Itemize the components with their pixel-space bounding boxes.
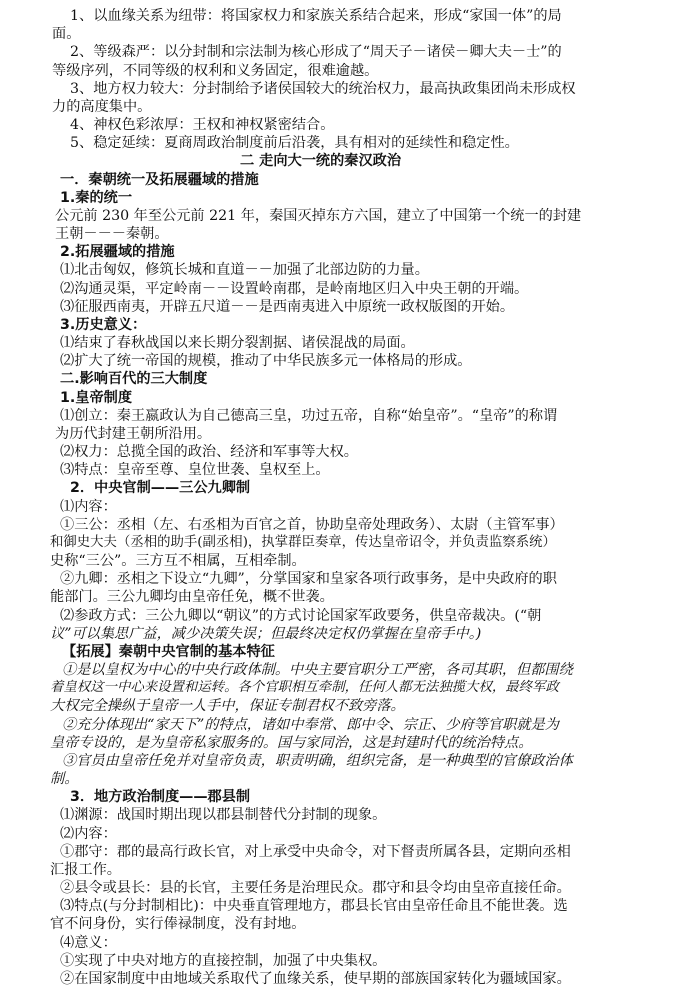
text-line: ⑵内容： — [60, 826, 117, 842]
text-line: 为历代封建王朝所沿用。 — [55, 426, 212, 442]
subsection-heading: 1.秦的统一 — [60, 190, 133, 206]
text-line: ⑴内容： — [60, 499, 117, 515]
text-line: ①郡守：郡的最高行政长官，对上承受中央命令，对下督责所属各县，定期向丞相 — [60, 844, 571, 860]
text-line: 力的高度集中。 — [52, 99, 152, 115]
text-line: ③官员由皇帝任免并对皇帝负责，职责明确，组织完备，是一种典型的官僚政治体 — [62, 753, 573, 769]
text-line: ②在国家制度中由地域关系取代了血缘关系，使早期的部族国家转化为疆域国家。 — [60, 971, 571, 987]
text-line: 能部门。三公九卿均由皇帝任免，概不世袭。 — [50, 589, 334, 605]
text-line: 汇报工作。 — [50, 862, 121, 878]
text-line: ⑴结束了春秋战国以来长期分裂割据、诸侯混战的局面。 — [60, 335, 415, 351]
subsection-heading: 3.历史意义： — [60, 317, 147, 333]
text-line: 史称“三公”。三方互不相属，互相牵制。 — [50, 553, 306, 569]
subsection-heading: 1.皇帝制度 — [60, 390, 133, 406]
text-line: ⑵扩大了统一帝国的规模，推动了中华民族多元一体格局的形成。 — [60, 353, 472, 369]
expansion-heading: 【拓展】秦朝中央官制的基本特征 — [62, 644, 275, 660]
subsection-heading: 2.拓展疆域的措施 — [60, 244, 175, 260]
text-line: 3、地方权力较大：分封制给予诸侯国较大的统治权力，最高执政集团尚未形成权 — [70, 81, 576, 97]
text-line: ②充分体现出“家天下”的特点，诸如中奉常、郎中令、宗正、少府等官职就是为 — [62, 717, 559, 733]
text-line: ⑶特点：皇帝至尊、皇位世袭、皇权至上。 — [60, 462, 330, 478]
section-heading: 二 走向大一统的秦汉政治 — [240, 153, 402, 169]
text-line: ⑴北击匈奴，修筑长城和直道－－加强了北部边防的力量。 — [60, 262, 429, 278]
text-line: 皇帝专设的，是为皇帝私家服务的。国与家同治，这是封建时代的统治特点。 — [50, 735, 533, 751]
text-line: 制。 — [50, 771, 79, 787]
text-line: ⑵参政方式：三公九卿以“朝议”的方式讨论国家军政要务，供皇帝裁决。(“朝 — [60, 608, 542, 624]
text-line: 大权完全操纵于皇帝一人手中，保证专制君权不致旁落。 — [50, 698, 405, 714]
text-line: ①实现了中央对地方的直接控制，加强了中央集权。 — [60, 953, 387, 969]
text-line: ⑶征服西南夷，开辟五尺道－－是西南夷进入中原统一政权版图的开始。 — [60, 299, 515, 315]
text-line: ⑷意义： — [60, 935, 117, 951]
text-line: 1、以血缘关系为纽带：将国家权力和家族关系结合起来，形成“家国一体”的局 — [70, 8, 562, 24]
text-line: ②县令或县长：县的长官，主要任务是治理民众。郡守和县令均由皇帝直接任命。 — [60, 880, 571, 896]
text-line: 面。 — [52, 26, 81, 42]
subsection-heading: 3．地方政治制度——郡县制 — [70, 789, 251, 805]
text-line: 5、稳定延续：夏商周政治制度前后沿袭，具有相对的延续性和稳定性。 — [70, 135, 519, 151]
text-line: ②九卿：丞相之下设立“九卿”，分掌国家和皇家各项行政事务，是中央政府的职 — [60, 571, 557, 587]
text-line: ⑴创立：秦王嬴政认为自己德高三皇，功过五帝，自称“始皇帝”。“皇帝”的称谓 — [60, 408, 558, 424]
subsection-heading: 二.影响百代的三大制度 — [60, 371, 208, 387]
text-line: ⑵沟通灵渠，平定岭南－－设置岭南郡，是岭南地区归入中央王朝的开端。 — [60, 281, 529, 297]
subsection-heading: 一．秦朝统一及拓展疆域的措施 — [60, 172, 259, 188]
text-line: 和御史大夫（丞相的助手(副丞相)，执掌群臣奏章，传达皇帝诏令，并负责监察系统） — [50, 535, 556, 550]
text-line: ⑶特点(与分封制相比)：中央垂直管理地方，郡县长官由皇帝任命且不能世袭。选 — [60, 898, 568, 914]
text-line: 着皇权这一中心来设置和运转。各个官职相互牵制，任何人都无法独揽大权，最终军政 — [50, 680, 559, 695]
text-line: 议”可以集思广益，减少决策失误；但最终决定权仍掌握在皇帝手中。) — [50, 626, 482, 642]
text-line: ⑵权力：总揽全国的政治、经济和军事等大权。 — [60, 444, 358, 460]
text-line: ①是以皇权为中心的中央行政体制。中央主要官职分工严密，各司其职，但都围绕 — [62, 662, 573, 678]
text-line: 王朝－－－秦朝。 — [55, 226, 169, 242]
subsection-heading: 2．中央官制——三公九卿制 — [70, 480, 251, 496]
text-line: 等级序列，不同等级的权利和义务固定，很难逾越。 — [52, 63, 379, 79]
text-line: 4、神权色彩浓厚：王权和神权紧密结合。 — [70, 117, 335, 133]
text-line: ⑴渊源：战国时期出现以郡县制替代分封制的现象。 — [60, 807, 387, 823]
text-line: ①三公：丞相（左、右丞相为百官之首，协助皇帝处理政务）、太尉（主管军事） — [60, 517, 564, 533]
text-line: 官不问身份，实行俸禄制度，没有封地。 — [50, 916, 306, 932]
text-line: 公元前 230 年至公元前 221 年，秦国灭掉东方六国，建立了中国第一个统一的封建 — [55, 208, 582, 224]
text-line: 2、等级森严：以分封制和宗法制为核心形成了“周天子－诸侯－卿大夫－士”的 — [70, 44, 562, 60]
